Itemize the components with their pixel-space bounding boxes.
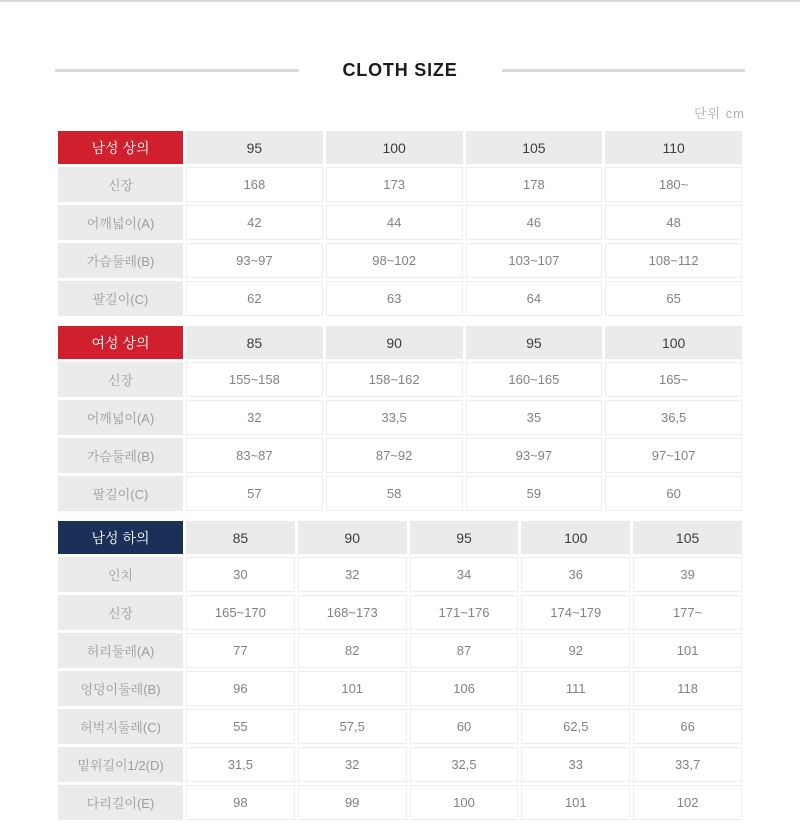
value-cell: 87 bbox=[410, 633, 519, 668]
size-header-cell: 100 bbox=[326, 131, 463, 164]
table-row bbox=[58, 205, 742, 240]
value-cell: 55 bbox=[186, 709, 295, 744]
value-cell: 174~179 bbox=[521, 595, 630, 630]
table-row bbox=[58, 281, 742, 316]
table-row bbox=[58, 633, 742, 668]
table-row bbox=[58, 243, 742, 278]
value-cell: 60 bbox=[605, 476, 742, 511]
value-cell: 180~ bbox=[605, 167, 742, 202]
value-cell: 33,7 bbox=[633, 747, 742, 782]
row-label-cell: 신장 bbox=[58, 595, 183, 630]
value-cell: 99 bbox=[298, 785, 407, 820]
value-cell: 101 bbox=[633, 633, 742, 668]
value-cell: 171~176 bbox=[410, 595, 519, 630]
value-cell: 93~97 bbox=[466, 438, 603, 473]
size-header-cell: 110 bbox=[605, 131, 742, 164]
value-cell: 32 bbox=[298, 557, 407, 592]
value-cell: 77 bbox=[186, 633, 295, 668]
value-cell: 87~92 bbox=[326, 438, 463, 473]
table-row bbox=[58, 557, 742, 592]
row-label-cell: 가슴둘레(B) bbox=[58, 243, 183, 278]
value-cell: 96 bbox=[186, 671, 295, 706]
value-cell: 65 bbox=[605, 281, 742, 316]
value-cell: 62,5 bbox=[521, 709, 630, 744]
value-cell: 82 bbox=[298, 633, 407, 668]
value-cell: 48 bbox=[605, 205, 742, 240]
size-header-cell: 105 bbox=[466, 131, 603, 164]
value-cell: 83~87 bbox=[186, 438, 323, 473]
row-label-cell: 가슴둘레(B) bbox=[58, 438, 183, 473]
size-header-cell: 95 bbox=[410, 521, 519, 554]
table-header-row bbox=[58, 521, 742, 554]
value-cell: 60 bbox=[410, 709, 519, 744]
value-cell: 160~165 bbox=[466, 362, 603, 397]
table-row bbox=[58, 785, 742, 820]
size-table-mens-top bbox=[55, 128, 745, 319]
value-cell: 36 bbox=[521, 557, 630, 592]
value-cell: 30 bbox=[186, 557, 295, 592]
table-row bbox=[58, 476, 742, 511]
size-header-cell: 100 bbox=[521, 521, 630, 554]
value-cell: 106 bbox=[410, 671, 519, 706]
value-cell: 33 bbox=[521, 747, 630, 782]
row-label-cell: 신장 bbox=[58, 362, 183, 397]
value-cell: 98 bbox=[186, 785, 295, 820]
value-cell: 158~162 bbox=[326, 362, 463, 397]
row-label-cell: 신장 bbox=[58, 167, 183, 202]
row-label-cell: 팔길이(C) bbox=[58, 476, 183, 511]
table-row bbox=[58, 400, 742, 435]
size-header-cell: 90 bbox=[326, 326, 463, 359]
value-cell: 103~107 bbox=[466, 243, 603, 278]
table-row bbox=[58, 362, 742, 397]
value-cell: 165~ bbox=[605, 362, 742, 397]
table-row bbox=[58, 167, 742, 202]
size-table-mens-bottom bbox=[55, 518, 745, 823]
size-header-cell: 95 bbox=[186, 131, 323, 164]
value-cell: 165~170 bbox=[186, 595, 295, 630]
value-cell: 44 bbox=[326, 205, 463, 240]
value-cell: 34 bbox=[410, 557, 519, 592]
table-row bbox=[58, 747, 742, 782]
value-cell: 177~ bbox=[633, 595, 742, 630]
row-label-cell: 팔길이(C) bbox=[58, 281, 183, 316]
value-cell: 111 bbox=[521, 671, 630, 706]
top-divider bbox=[0, 0, 800, 2]
value-cell: 168 bbox=[186, 167, 323, 202]
value-cell: 58 bbox=[326, 476, 463, 511]
value-cell: 92 bbox=[521, 633, 630, 668]
row-label-cell: 다리길이(E) bbox=[58, 785, 183, 820]
value-cell: 66 bbox=[633, 709, 742, 744]
row-label-cell: 허벅지둘레(C) bbox=[58, 709, 183, 744]
value-cell: 31,5 bbox=[186, 747, 295, 782]
size-header-cell: 85 bbox=[186, 326, 323, 359]
value-cell: 100 bbox=[410, 785, 519, 820]
value-cell: 32,5 bbox=[410, 747, 519, 782]
value-cell: 93~97 bbox=[186, 243, 323, 278]
size-header-cell: 100 bbox=[605, 326, 742, 359]
value-cell: 59 bbox=[466, 476, 603, 511]
table-row bbox=[58, 595, 742, 630]
table-header-row bbox=[58, 131, 742, 164]
category-header-cell: 여성 상의 bbox=[58, 326, 183, 359]
value-cell: 168~173 bbox=[298, 595, 407, 630]
value-cell: 32 bbox=[298, 747, 407, 782]
value-cell: 63 bbox=[326, 281, 463, 316]
value-cell: 39 bbox=[633, 557, 742, 592]
row-label-cell: 인치 bbox=[58, 557, 183, 592]
value-cell: 32 bbox=[186, 400, 323, 435]
value-cell: 108~112 bbox=[605, 243, 742, 278]
table-header-row bbox=[58, 326, 742, 359]
value-cell: 57 bbox=[186, 476, 323, 511]
value-cell: 101 bbox=[298, 671, 407, 706]
value-cell: 98~102 bbox=[326, 243, 463, 278]
row-label-cell: 밑위길이1/2(D) bbox=[58, 747, 183, 782]
value-cell: 36,5 bbox=[605, 400, 742, 435]
value-cell: 155~158 bbox=[186, 362, 323, 397]
value-cell: 46 bbox=[466, 205, 603, 240]
value-cell: 102 bbox=[633, 785, 742, 820]
row-label-cell: 어깨넓이(A) bbox=[58, 400, 183, 435]
size-header-cell: 105 bbox=[633, 521, 742, 554]
page-title: CLOTH SIZE bbox=[342, 60, 458, 80]
value-cell: 35 bbox=[466, 400, 603, 435]
value-cell: 57,5 bbox=[298, 709, 407, 744]
title-left-line bbox=[55, 69, 299, 72]
row-label-cell: 허리둘레(A) bbox=[58, 633, 183, 668]
category-header-cell: 남성 하의 bbox=[58, 521, 183, 554]
unit-label: 단위 cm bbox=[693, 106, 745, 121]
row-label-cell: 어깨넓이(A) bbox=[58, 205, 183, 240]
title-right-line bbox=[502, 69, 746, 72]
value-cell: 62 bbox=[186, 281, 323, 316]
row-label-cell: 엉덩이둘레(B) bbox=[58, 671, 183, 706]
table-row bbox=[58, 709, 742, 744]
value-cell: 33,5 bbox=[326, 400, 463, 435]
size-table-womens-top bbox=[55, 323, 745, 514]
title-row bbox=[55, 60, 745, 81]
value-cell: 42 bbox=[186, 205, 323, 240]
size-header-cell: 90 bbox=[298, 521, 407, 554]
value-cell: 97~107 bbox=[605, 438, 742, 473]
category-header-cell: 남성 상의 bbox=[58, 131, 183, 164]
value-cell: 64 bbox=[466, 281, 603, 316]
value-cell: 173 bbox=[326, 167, 463, 202]
size-header-cell: 95 bbox=[466, 326, 603, 359]
value-cell: 118 bbox=[633, 671, 742, 706]
table-row bbox=[58, 671, 742, 706]
value-cell: 178 bbox=[466, 167, 603, 202]
size-header-cell: 85 bbox=[186, 521, 295, 554]
value-cell: 101 bbox=[521, 785, 630, 820]
table-row bbox=[58, 438, 742, 473]
